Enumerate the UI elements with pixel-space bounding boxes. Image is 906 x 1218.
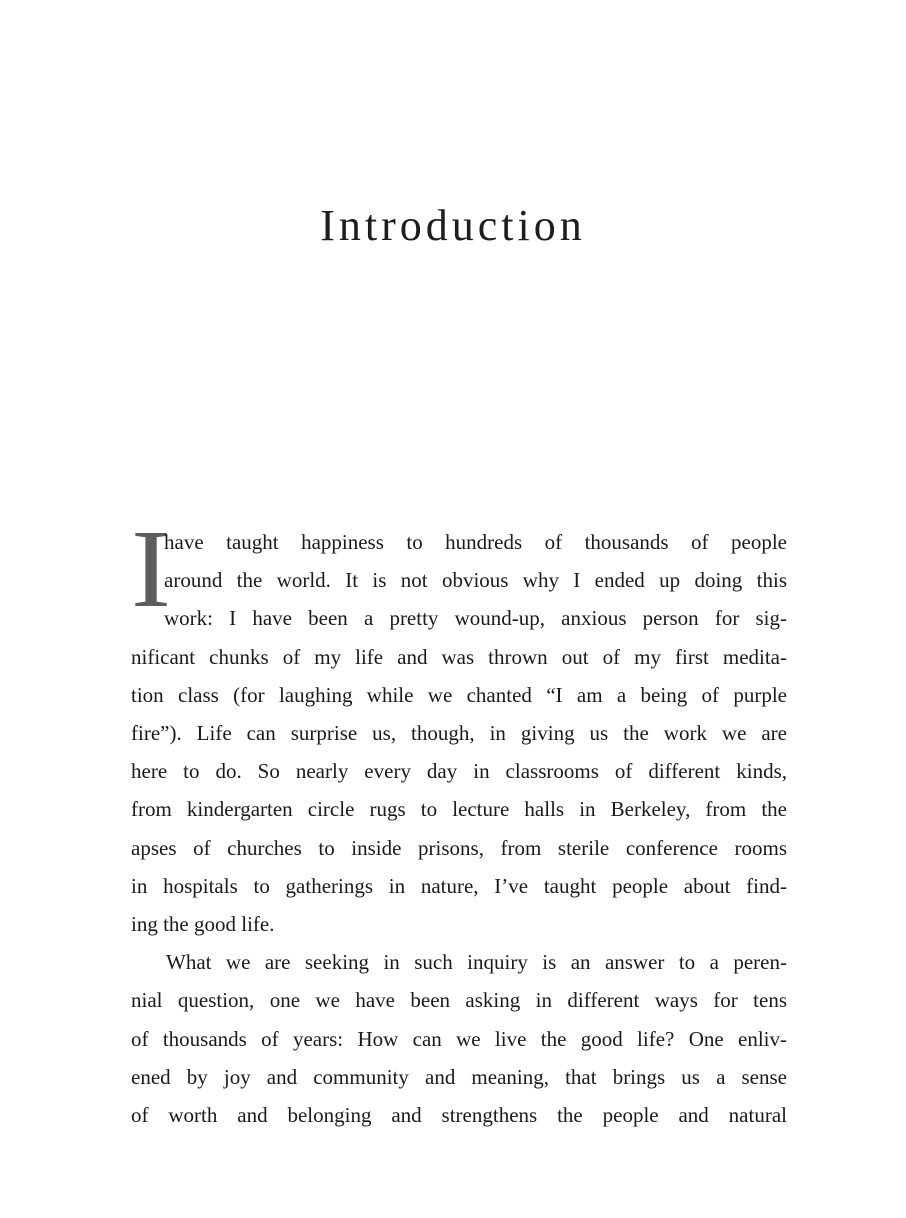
text-line: nial question, one we have been asking in different ways for tens <box>131 988 787 1013</box>
text-line: have taught happiness to hundreds of thousands of people <box>164 530 787 554</box>
text-line: fire”). Life can surprise us, though, in giving us the work we are <box>131 721 787 746</box>
text-line: work: I have been a pretty wound-up, anxious person for sig- <box>164 606 787 631</box>
text-line: of thousands of years: How can we live the good life? One enliv- <box>131 1026 787 1051</box>
text-line: here to do. So nearly every day in classrooms of different kinds, <box>131 759 787 784</box>
body-text <box>131 506 787 1134</box>
chapter-title: Introduction <box>320 201 586 250</box>
text-line: nificant chunks of my life and was thrown out of my first medita- <box>131 644 787 669</box>
drop-cap-letter: I <box>131 506 171 631</box>
text-line: in hospitals to gatherings in nature, I’ve taught people about find- <box>131 873 787 898</box>
text-line: apses of churches to inside prisons, from sterile conference rooms <box>131 835 787 860</box>
text-line: of worth and belonging and strengthens the people and natural <box>131 1103 787 1128</box>
text-line: ing the good life. <box>131 912 275 937</box>
text-line: around the world. It is not obvious why I ended up doing this <box>164 568 787 593</box>
text-line: tion class (for laughing while we chanted “I am a being of purple <box>131 682 787 707</box>
text-line: ened by joy and community and meaning, that brings us a sense <box>131 1064 787 1089</box>
text-line: What we are seeking in such inquiry is an answer to a peren- <box>166 950 787 975</box>
text-line: from kindergarten circle rugs to lecture halls in Berkeley, from the <box>131 797 787 822</box>
